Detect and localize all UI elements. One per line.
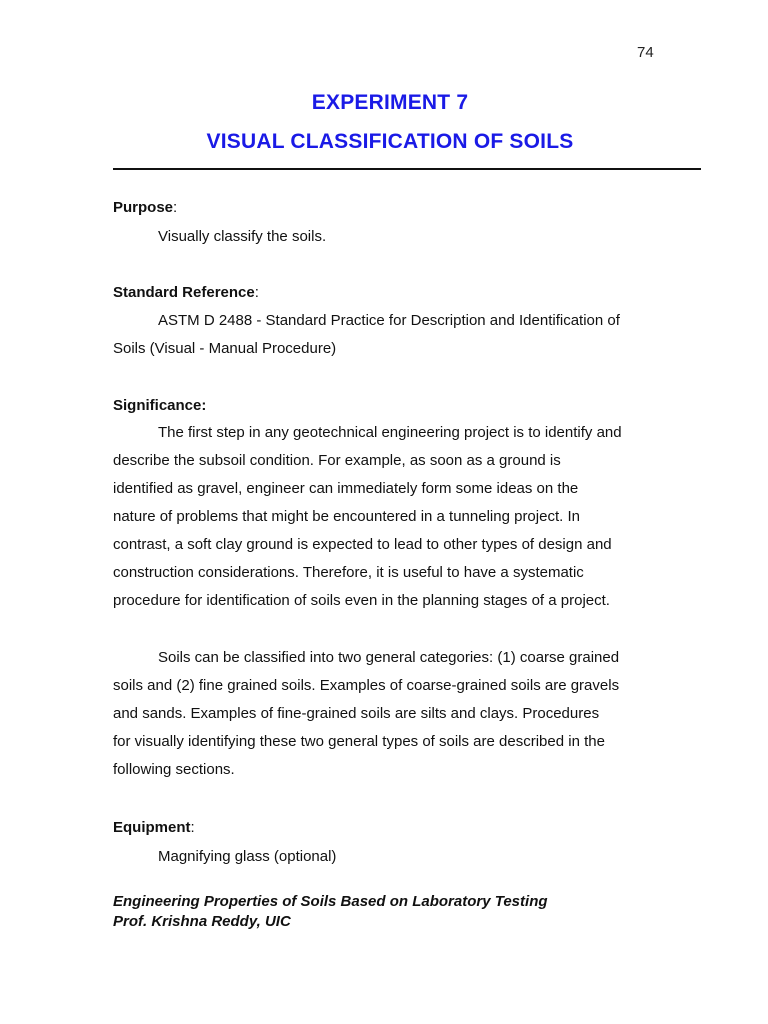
footer-author: Prof. Krishna Reddy, UIC	[113, 913, 291, 930]
standard-reference-heading-colon: :	[254, 284, 259, 301]
paragraph-line: construction considerations. Therefore, it is useful to have a systematic	[113, 564, 584, 581]
equipment-text: Magnifying glass (optional)	[158, 848, 337, 865]
equipment-heading-label: Equipment	[113, 819, 191, 836]
page-footer	[113, 892, 548, 932]
experiment-title: EXPERIMENT 7	[311, 91, 469, 114]
purpose-text: Visually classify the soils.	[158, 228, 327, 245]
paragraph-line: following sections.	[113, 761, 235, 778]
experiment-subtitle: VISUAL CLASSIFICATION OF SOILS	[206, 130, 574, 153]
paragraph-line: The first step in any geotechnical engineering project is to identify and	[158, 424, 622, 441]
paragraph-line: procedure for identification of soils even in the planning stages of a project.	[113, 592, 610, 609]
standard-reference-line: ASTM D 2488 - Standard Practice for Description and Identification of	[158, 312, 620, 329]
equipment-heading-colon: :	[190, 819, 195, 836]
significance-paragraph-1	[113, 419, 673, 615]
title-divider	[113, 168, 701, 170]
paragraph-line: nature of problems that might be encountered in a tunneling project. In	[113, 508, 580, 525]
paragraph-line: soils and (2) fine grained soils. Examples of coarse-grained soils are gravels	[113, 677, 620, 694]
standard-reference-text	[113, 307, 673, 363]
paragraph-line: Soils can be classified into two general categories: (1) coarse grained	[158, 649, 620, 666]
standard-reference-heading	[113, 283, 259, 303]
significance-heading-label: Significance:	[113, 397, 207, 414]
paragraph-line: describe the subsoil condition. For example, as soon as a ground is	[113, 452, 561, 469]
paragraph-line: and sands. Examples of fine-grained soils are silts and clays. Procedures	[113, 705, 600, 722]
significance-paragraph-2	[113, 644, 673, 784]
significance-heading	[113, 396, 206, 416]
paragraph-line: identified as gravel, engineer can immediately form some ideas on the	[113, 480, 579, 497]
equipment-heading	[113, 818, 195, 838]
purpose-heading	[113, 198, 177, 218]
paragraph-line: contrast, a soft clay ground is expected to lead to other types of design and	[113, 536, 612, 553]
purpose-heading-colon: :	[173, 199, 178, 216]
footer-book-title: Engineering Properties of Soils Based on Laboratory Testing	[113, 893, 548, 910]
standard-reference-line: Soils (Visual - Manual Procedure)	[113, 340, 337, 357]
paragraph-line: for visually identifying these two general types of soils are described in the	[113, 733, 605, 750]
purpose-heading-label: Purpose	[113, 199, 174, 216]
page-number: 74	[637, 44, 654, 61]
standard-reference-heading-label: Standard Reference	[113, 284, 255, 301]
